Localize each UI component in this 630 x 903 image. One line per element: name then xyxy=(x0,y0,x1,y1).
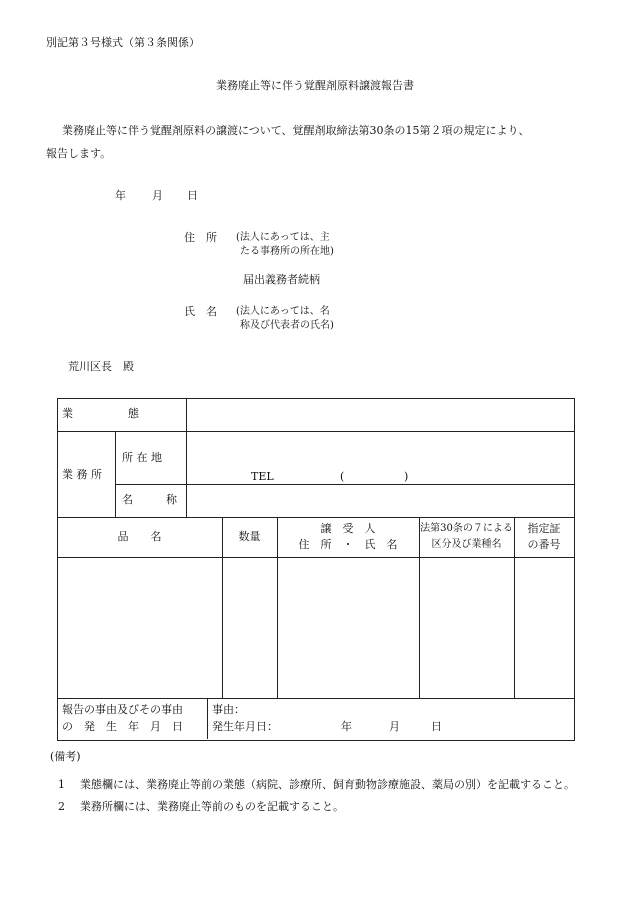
table-line xyxy=(57,698,575,699)
col-header-cert-line-2: の番号 xyxy=(527,538,561,551)
notifier-relationship: 届出義務者続柄 xyxy=(243,273,320,286)
col-header-transferee-line-2: 住 所 ・ 氏 名 xyxy=(298,538,398,551)
name-note-line-1: (法人にあっては、名 xyxy=(236,306,330,317)
col-header-category-line-2: 区分及び業種名 xyxy=(431,539,502,550)
location-label: 所 在 地 xyxy=(122,451,162,464)
business-type-label xyxy=(62,407,180,421)
body-text-line-2: 報告します。 xyxy=(46,147,112,160)
document-title: 業務廃止等に伴う覚醒剤原料譲渡報告書 xyxy=(216,79,414,92)
remarks-heading: (備考) xyxy=(50,750,81,763)
tel-label: TEL xyxy=(251,470,274,483)
cert-number-field[interactable] xyxy=(515,558,573,698)
reason-value-label: 事由： xyxy=(212,703,245,716)
occurrence-day-label: 日 xyxy=(431,720,442,733)
table-line xyxy=(57,517,575,518)
remark-text-1: 業態欄には、業務廃止等前の業態（病院、診療所、飼育動物診療施設、薬局の別）を記載すること。 xyxy=(80,778,575,791)
table-line xyxy=(115,484,575,485)
reason-label-line-2: の 発 生 年 月 日 xyxy=(62,720,183,733)
quantity-field[interactable] xyxy=(223,558,277,698)
col-header-item: 品 名 xyxy=(117,530,162,543)
remark-text-2: 業務所欄には、業務廃止等前のものを記載すること。 xyxy=(80,800,344,813)
occurrence-month-label: 月 xyxy=(389,720,400,733)
table-line xyxy=(57,431,575,432)
table-line xyxy=(186,398,187,517)
date-day-label: 日 xyxy=(187,189,198,202)
addressee: 荒川区長 殿 xyxy=(68,360,134,373)
item-name-field[interactable] xyxy=(58,558,222,698)
office-label: 業 務 所 xyxy=(62,468,102,481)
address-note-line-1: (法人にあっては、主 xyxy=(236,232,330,243)
remark-number-2: 2 xyxy=(58,800,65,813)
col-header-category-line-1: 法第30条の７による xyxy=(420,523,513,534)
date-year-label: 年 xyxy=(115,189,126,202)
remark-number-1: 1 xyxy=(58,778,65,791)
date-month-label: 月 xyxy=(152,189,163,202)
col-header-transferee-line-1: 譲 受 人 xyxy=(320,522,376,535)
table-line xyxy=(207,698,208,739)
col-header-cert-line-1: 指定証 xyxy=(527,522,561,535)
name-note-line-2: 称及び代表者の氏名) xyxy=(240,320,334,331)
tel-paren-open: ( xyxy=(340,470,345,483)
name-label: 氏 名 xyxy=(184,305,217,318)
reason-label-line-1: 報告の事由及びその事由 xyxy=(62,703,183,716)
table-line xyxy=(115,431,116,517)
address-label: 住 所 xyxy=(184,231,217,244)
occurrence-date-label: 発生年月日： xyxy=(212,720,278,733)
business-type-label-text: 業 態 xyxy=(62,407,139,420)
col-header-quantity: 数量 xyxy=(238,530,261,543)
occurrence-year-label: 年 xyxy=(341,720,352,733)
tel-paren-close: ) xyxy=(404,470,409,483)
category-field[interactable] xyxy=(420,558,514,698)
form-identifier: 別記第３号様式（第３条関係） xyxy=(46,36,200,49)
body-text-line-1: 業務廃止等に伴う覚醒剤原料の譲渡について、覚醒剤取締法第30条の15第２項の規定により、 xyxy=(62,124,530,137)
address-note-line-2: たる事務所の所在地) xyxy=(240,246,334,257)
transferee-field[interactable] xyxy=(278,558,419,698)
office-name-label: 名 称 xyxy=(122,493,177,506)
